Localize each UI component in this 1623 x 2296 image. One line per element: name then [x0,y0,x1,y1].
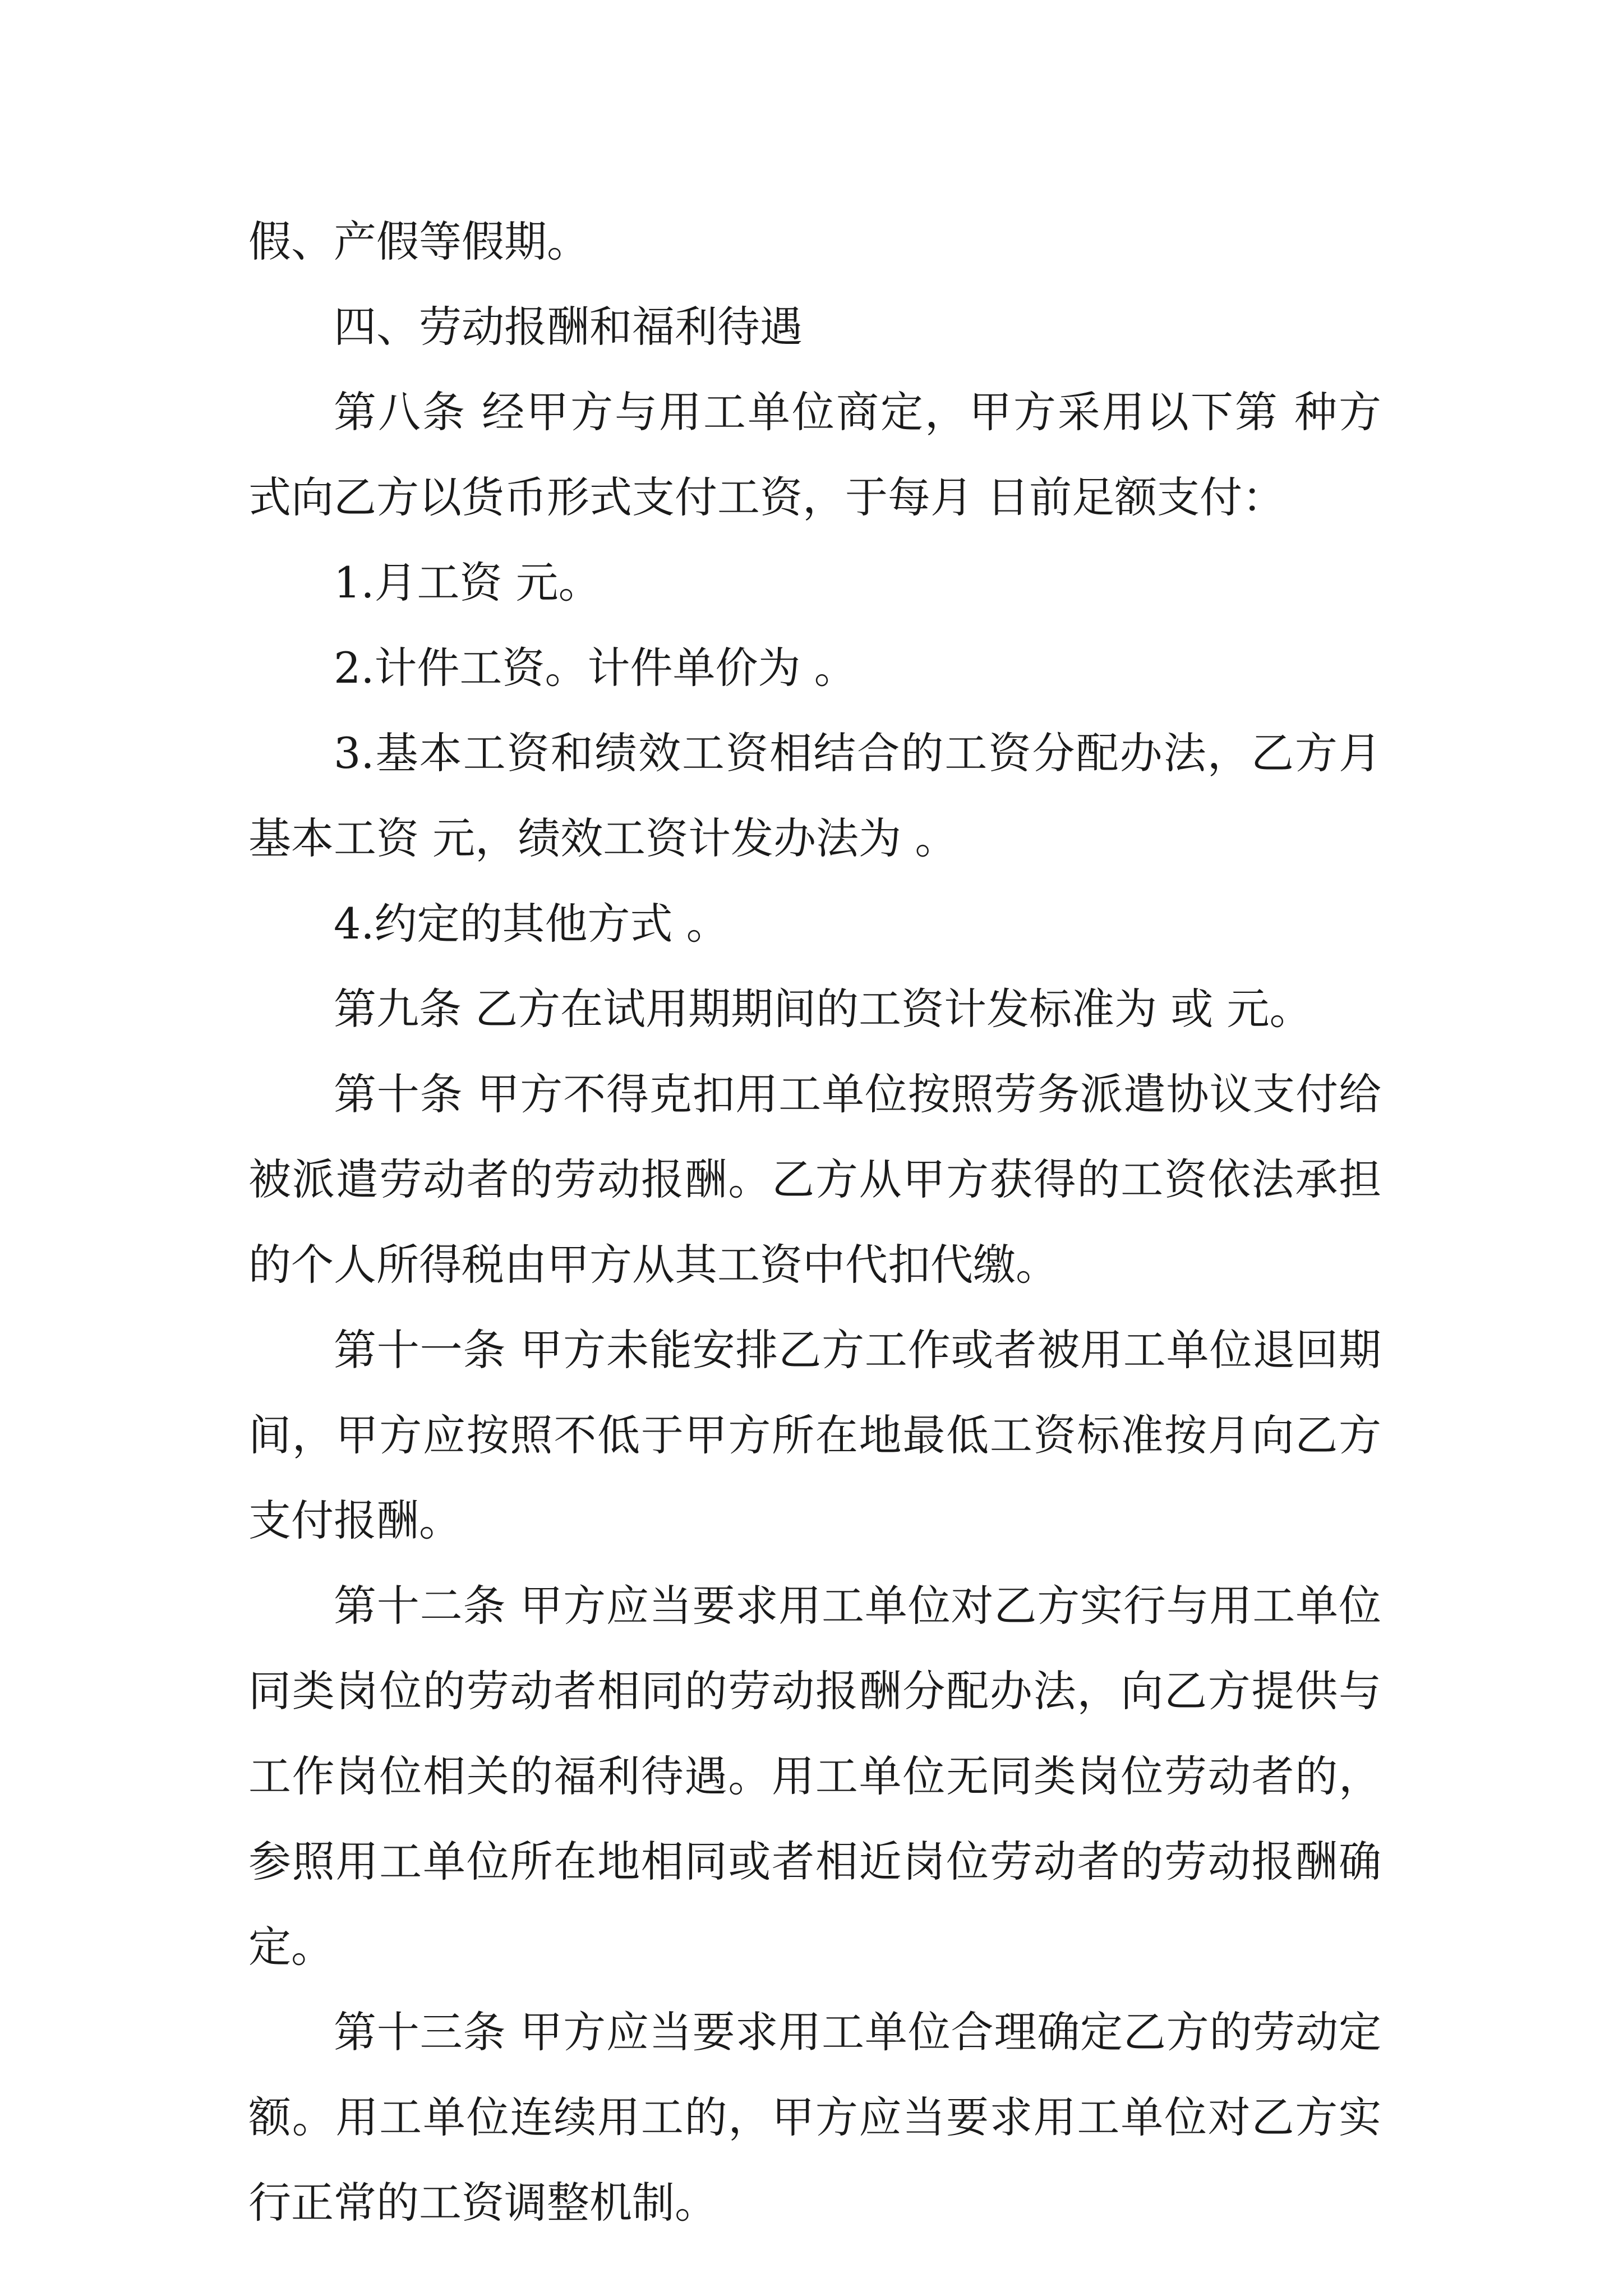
section-heading: 四、劳动报酬和福利待遇 [334,302,803,352]
article-8-option-2: 2.计件工资。计件单价为 。 [334,643,857,693]
article-8-option-3: 3.基本工资和绩效工资相结合的工资分配办法，乙方月基本工资 元，绩效工资计发办法为 。 [248,728,1381,863]
document-body [248,199,1381,2246]
article-11: 第十一条 甲方未能安排乙方工作或者被用工单位退回期间，甲方应按照不低于甲方所在地最低工资标准按月向乙方支付报酬。 [248,1325,1381,1545]
paragraph-continuation: 假、产假等假期。 [248,217,589,266]
article-8-option-1: 1.月工资 元。 [334,558,601,608]
article-8-option-4: 4.约定的其他方式 。 [334,899,729,949]
article-10: 第十条 甲方不得克扣用工单位按照劳务派遣协议支付给被派遣劳动者的劳动报酬。乙方从甲方获得的工资依法承担的个人所得税由甲方从其工资中代扣代缴。 [248,1069,1381,1290]
article-8: 第八条 经甲方与用工单位商定，甲方采用以下第 种方式向乙方以货币形式支付工资，于每月 日前足额支付： [248,387,1381,522]
article-9: 第九条 乙方在试用期期间的工资计发标准为 或 元。 [334,984,1312,1034]
article-13: 第十三条 甲方应当要求用工单位合理确定乙方的劳动定额。用工单位连续用工的，甲方应当要求用工单位对乙方实行正常的工资调整机制。 [248,2007,1381,2228]
article-12: 第十二条 甲方应当要求用工单位对乙方实行与用工单位同类岗位的劳动者相同的劳动报酬分配办法，向乙方提供与工作岗位相关的福利待遇。用工单位无同类岗位劳动者的，参照用工单位所在地相同或者相近岗位劳动者的劳动报酬确定。 [248,1581,1381,1972]
